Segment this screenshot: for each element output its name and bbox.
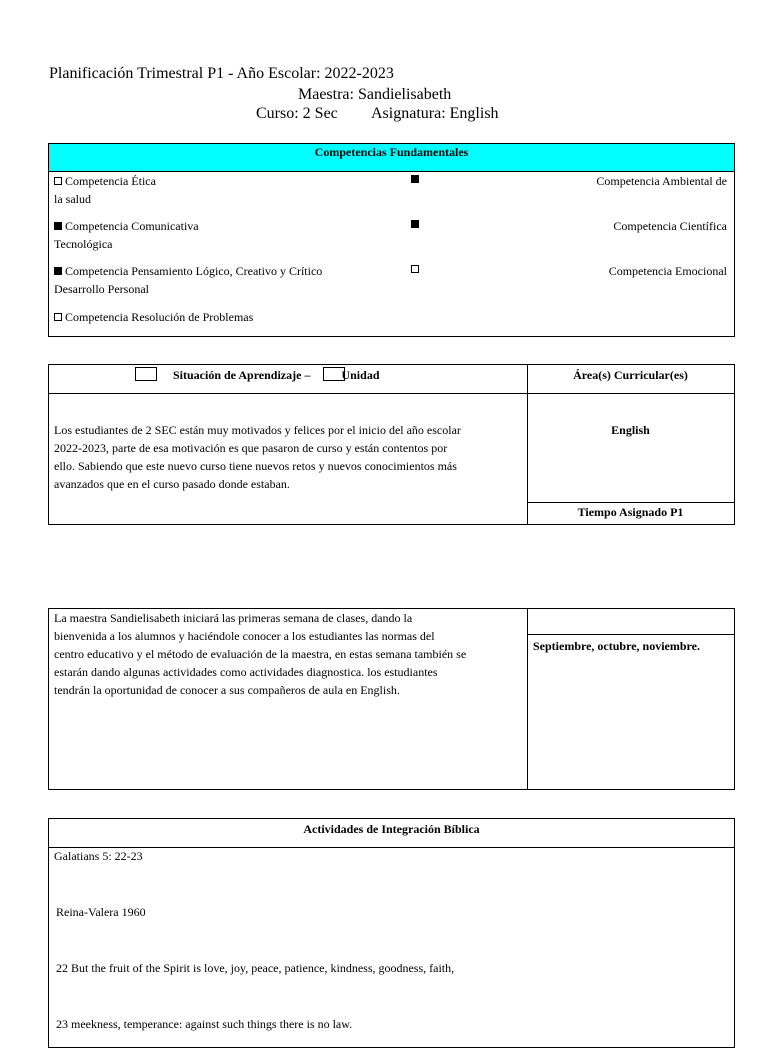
situacion-title: Situación de Aprendizaje – Unidad xyxy=(135,366,380,384)
actividades-table xyxy=(48,608,735,790)
checkbox-filled-icon xyxy=(54,222,62,230)
checkbox-filled-icon xyxy=(411,220,419,228)
competencia-desarrollo-personal: Desarrollo Personal xyxy=(54,282,149,296)
biblica-table xyxy=(48,818,735,1048)
competencia-tecnologica: Tecnológica xyxy=(54,237,113,251)
competencia-resolucion: Competencia Resolución de Problemas xyxy=(54,308,253,326)
competencia-etica: Competencia Ética xyxy=(54,172,156,190)
competencia-comunicativa: Competencia Comunicativa xyxy=(54,217,199,235)
competencia-etica-cont: la salud xyxy=(54,192,91,206)
area-curricular-header: Área(s) Curricular(es) xyxy=(573,368,688,382)
bible-reference: Galatians 5: 22-23 xyxy=(54,849,143,863)
actividades-description: La maestra Sandielisabeth iniciará las primeras semana de clases, dando la bienvenida a los alumnos y haciéndole conocer a los estudiantes las normas del centro educativo y el método de evaluación de la maestra, en estas semana también se estarán dando algunas actividades como actividades diagnostica. los estudiantes tendrán la oportunidad de conocer a sus compañeros de aula en English. xyxy=(54,611,467,697)
area-value: English xyxy=(611,423,650,437)
checkbox-empty-icon xyxy=(54,177,62,185)
situacion-number-box[interactable] xyxy=(135,367,157,381)
competencias-table xyxy=(48,143,735,337)
competencia-ambiental: Competencia Ambiental de xyxy=(596,174,727,188)
checkbox-filled-icon xyxy=(54,267,62,275)
competencia-pensamiento: Competencia Pensamiento Lógico, Creativo y Crítico xyxy=(54,262,322,280)
checkbox-empty-icon xyxy=(54,313,62,321)
bible-verse-22: 22 But the fruit of the Spirit is love, joy, peace, patience, kindness, goodness, faith, xyxy=(56,961,455,975)
situacion-description: Los estudiantes de 2 SEC están muy motivados y felices por el inicio del año escolar 2022-2023, parte de esa motivación es que pasaron de curso y están contentos por ello. Sabiendo que este nuevo curso tiene nuevos retos y nuevos conocimientos más avanzados que en el curso pasado donde estaban. xyxy=(54,423,461,491)
teacher-name: Maestra: Sandielisabeth xyxy=(298,86,452,103)
situacion-table xyxy=(48,364,735,525)
competencia-emocional: Competencia Emocional xyxy=(608,264,727,278)
competencias-title: Competencias Fundamentales xyxy=(49,144,734,172)
tiempo-asignado-value: Septiembre, octubre, noviembre. xyxy=(533,639,700,653)
subject-label: Asignatura: English xyxy=(371,105,499,122)
page-title: Planificación Trimestral P1 - Año Escolar: 2022-2023 xyxy=(49,65,394,82)
tiempo-asignado-header: Tiempo Asignado P1 xyxy=(577,505,684,519)
biblica-title: Actividades de Integración Bíblica xyxy=(303,822,480,836)
bible-version: Reina-Valera 1960 xyxy=(56,905,146,919)
course-label: Curso: 2 Sec xyxy=(256,105,338,122)
bible-verse-23: 23 meekness, temperance: against such things there is no law. xyxy=(56,1017,353,1031)
competencia-cientifica: Competencia Científica xyxy=(613,219,727,233)
checkbox-empty-icon xyxy=(411,265,419,273)
checkbox-filled-icon xyxy=(411,175,419,183)
